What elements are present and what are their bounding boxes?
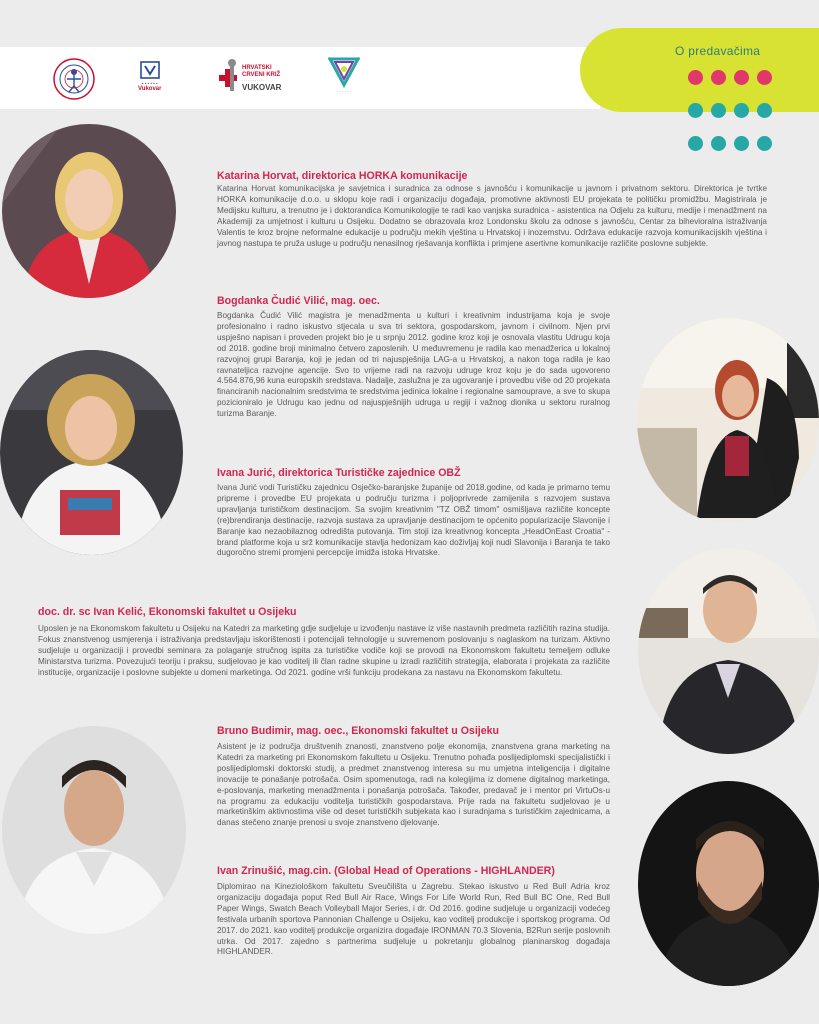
speaker-bio: Diplomirao na Kineziološkom fakultetu Sveučilišta u Zagrebu. Stekao iskustvo u Red Bull Adria kroz organizaciju događaja poput Red Bull Air Race, Wings For Life World Run, Red Bull BC One, Red Bull Paper Wings, Swatch Beach Volleyball Major Series, i dr. Od 2016. godine sudjeluje u organizaciji vodećeg festivala urbanih sportova Pannonian Challenge u Osijeku, kao voditelj produkcije i sportskog programa. Od 2017. do 2021. kao voditelj produkcije organizira događaje IRONMAN 70.3 Slovenia, B2Run serije poslovnih utrka. Od 2017. zajedno s partnerima sudjeluje u pokretanju globalnog planinarskog događaja HIGHLANDER. [217, 882, 610, 957]
speaker-name: Ivana Jurić, direktorica Turističke zajednice OBŽ [217, 467, 461, 479]
vukovar-logo [138, 61, 161, 93]
vukovar-tagline: • • • • • • [141, 81, 158, 86]
photo-katarina-horvat [2, 124, 176, 298]
speaker-bio: Uposlen je na Ekonomskom fakultetu u Osijeku na Katedri za marketing gdje sudjeluje u izvođenju nastave iz više nastavnih predmeta različitih razina studija. Fokus znanstvenog usmjerenja i istraživanja predstavljaju iskorištenosti i potencijali tehnologije u suvremenom poslovanju s naglaskom na turizam. Aktivno sudjeluje u organizaciji i provedbi seminara za polaganje stručnog ispita za turističke vodiče koji se provodi na Ekonomskom fakultetu temeljem odluke Ministarstva turizma. Povezujući teoriju i praksu, sudjelovao je kao voditelj ili član radne skupine u izradi različitih strategija, elaborata i projekata za različite institucije, organizacije i poslovne subjekte u domeni marketinga. Od 2021. godine vrši funkciju prodekana za nastavu na Ekonomskom fakultetu. [38, 624, 610, 677]
speaker-name: doc. dr. sc Ivan Kelić, Ekonomski fakultet u Osijeku [38, 606, 297, 618]
photo-ivan-zrinusic [638, 781, 819, 986]
decorative-dots [688, 70, 772, 151]
photo-bruno-budimir [2, 726, 186, 934]
speaker-bio: Asistent je iz područja društvenih znanosti, znanstveno polje ekonomija, znanstvena grana marketing na Katedri za marketing pri Ekonomskom fakultetu u Osijeku. Trenutno pohađa poslijediplomski specijalistički i poslijediplomski doktorski studij, a predmet znanstvenog interesa su mu umjetna inteligencija i digitalne inovacije te ponašanje potrošača. Osim spomenutoga, radi na kolegijima iz domene digitalnog marketinga, e-poslovanja, marketing menadžmenta i ponašanja potrošača. Također, predavač je i mentor pri VirtuOs-u na programu za edukaciju voditelja turističkih gospodarstava. Prije rada na fakultetu sudjelovao je u marketinškim aktivnostima više od deset turističkih subjekata kao i suradnjama s turističkim zajednicama, a danas stečeno znanje prenosi u svoje znanstveno djelovanje. [217, 742, 610, 828]
red-cross-sub: · · · · · · · · · · · [242, 79, 265, 83]
photo-ivan-kelic [638, 548, 819, 754]
speaker-bio: Bogdanka Čudić Vilić magistra je menadžmenta u kulturi i kreativnim industrijama koja je svoje profesionalno i radno iskustvo stjecala u sva tri sektora, gospodarskom, javnom i civilnom. Njen prvi uspješno napisan i proveden projekt bio je u srpnju 2012. godine kroz koji je osnovala vlastitu Udrugu koja od 2018. godine broji minimalno četvero zaposlenih. U međuvremenu je radila kao menadžerica u lokalnoj razvojnoj grupi Baranja, koji je jedan od tri najuspješnija LAG-a u Hrvatskoj, a nakon toga radila je kao ravnateljica razvojne agencije. Svo to vrijeme radi na razvoju udruge kroz koju je do sada ugovoreno 4.564.876,96 kuna europskih sredstava. Nadalje, zaslužna je za ugovaranje i provedbu više od 20 projekata financiranih nacionalnim sredstvima te sredstvima jedinica lokalne i regionalne samouprave, a sve to skupa pozicioniralo je Udrugu kao jednu od najuspješnijih udruga u regiji i važnog dionika u sektoru ruralnog turizma Baranje. [217, 311, 610, 419]
speaker-name: Bogdanka Čudić Vilić, mag. oec. [217, 295, 380, 307]
triathlon-club-logo [328, 55, 360, 94]
dot [734, 103, 749, 118]
photo-bogdanka-cudic-vilic [0, 350, 183, 555]
dot [757, 103, 772, 118]
vukovar-label: Vukovar [138, 86, 162, 92]
dot [688, 136, 703, 151]
triathlon-tagline: · · · · · · [336, 89, 352, 94]
speaker-bio: Ivana Jurić vodi Turističku zajednicu Osječko-baranjske županije od 2018.godine, od kada je primarno temu pripreme i provedbe EU projekata u području turizma i poljoprivrede zamijenila s razvojem sustava upravljanja turističkom destinacijom. Sa svojim kreativnim "TZ OBŽ timom" osmišljava različite koncepte (re)brendiranja destinacije, razvoja sustava za upravljanje destinacijom te općenito popularizacije Slavonije i Baranje kao nezaobilaznog odredišta putovanja. Tim stoji iza kreativnog koncepta „HeadOnEast Croatia" - brand platforme koja u srž komunikacije stavlja hedonizam kao doživljaj koji nudi Slavonija i Baranja te tako dugoročno stremi promjeni percepcije imidža istoka Hrvatske. [217, 483, 610, 558]
speaker-name: Ivan Zrinušić, mag.cin. (Global Head of Operations - HIGHLANDER) [217, 865, 555, 877]
red-cross-logo [216, 59, 300, 101]
red-cross-line1: HRVATSKI [242, 65, 272, 71]
dot [711, 103, 726, 118]
dot [734, 70, 749, 85]
logo-bar [0, 47, 600, 109]
dot [734, 136, 749, 151]
dot [688, 70, 703, 85]
dot [757, 136, 772, 151]
photo-ivana-juric [637, 318, 819, 523]
red-cross-line2: CRVENI KRIŽ [242, 72, 281, 78]
dot [757, 70, 772, 85]
dot [711, 70, 726, 85]
dot [711, 136, 726, 151]
speaker-bio: Katarina Horvat komunikacijska je savjetnica i suradnica za odnose s javnošću i komunikacije u javnom i privatnom sektoru. Direktorica je tvrtke HORKA komunikacije d.o.o. u sklopu koje radi i organizaciju događaja, promotivne aktivnosti EU projekata te političku promidžbu. Magistrirala je Medijsku kulturu, a trenutno je i doktorandica Komunikologije te radi kao vanjska suradnica - asistentica na Odjelu za kulturu, medije i menadžment na Akademiji za umjetnost i kulturu u Osijeku. Dodatno se obrazovala kroz Londonsku školu za odnose s javnošću, Centar za bihevioralna istraživanja Valentis te kroz brojne neformalne edukacije u području mekih vještina u Hrvatskoj i inozemstvu. Održava edukacije razvoja komunikacijskih vještina i javnog nastupa te pruža usluge u području nenasilnog rješavanja konflikta i primjene asertivne komunikacije različite poslovne subjekte. [217, 184, 767, 248]
red-cross-line3: VUKOVAR [242, 83, 282, 92]
section-title: O predavačima [675, 44, 761, 58]
speaker-name: Bruno Budimir, mag. oec., Ekonomski fakultet u Osijeku [217, 725, 499, 737]
speaker-name: Katarina Horvat, direktorica HORKA komunikacije [217, 170, 468, 182]
dot [688, 103, 703, 118]
association-logo [52, 57, 96, 101]
